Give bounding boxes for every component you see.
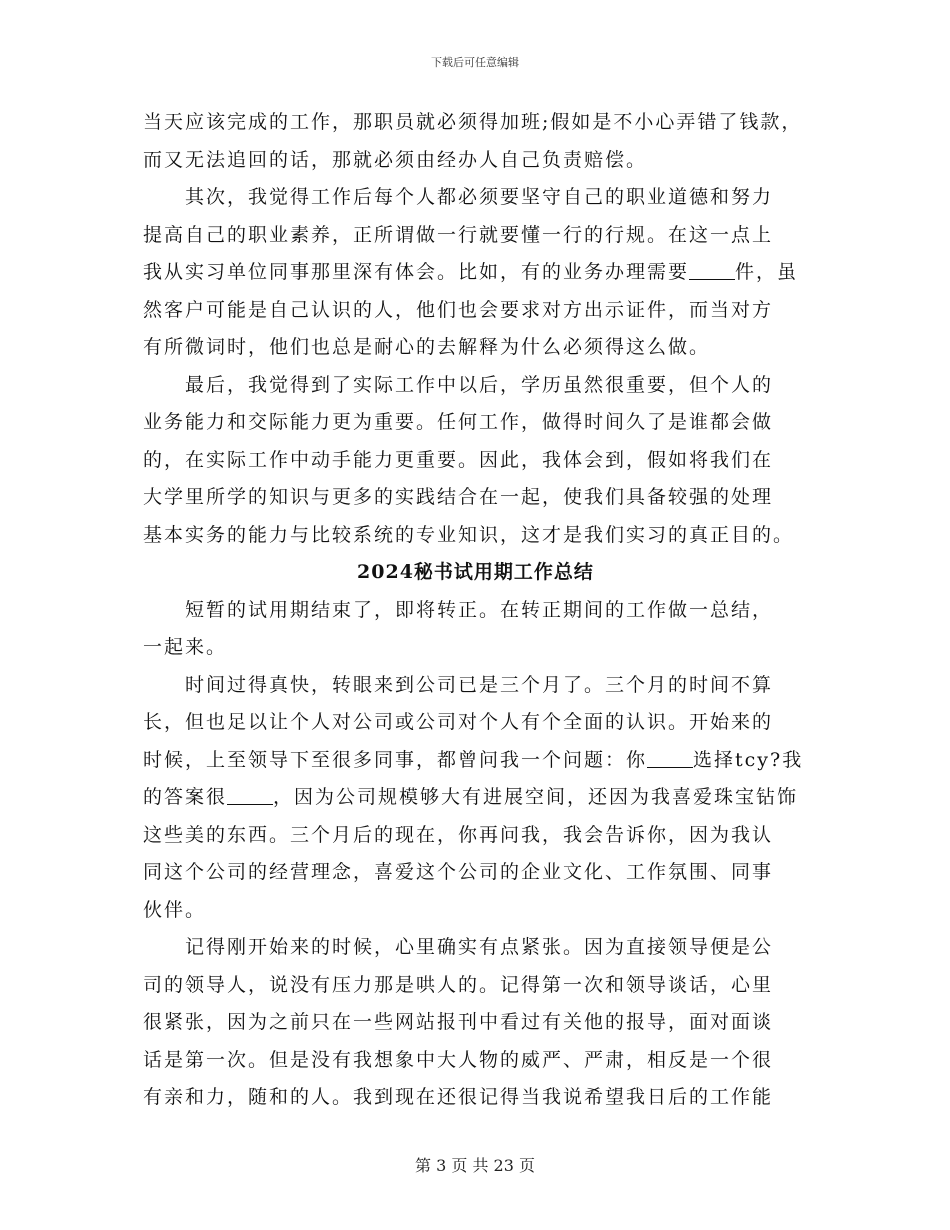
text-segment: 选择tcy?我 — [693, 748, 804, 771]
body-line: 提高自己的职业素养，正所谓做一行就要懂一行的行规。在这一点上 — [143, 223, 774, 246]
text-segment: 件，虽 — [735, 261, 799, 283]
body-line-with-blank — [143, 742, 808, 780]
body-line: 一起来。 — [143, 636, 228, 658]
body-line: 有亲和力，随和的人。我到现在还很记得当我说希望我日后的工作能 — [143, 1086, 774, 1108]
body-line: 业务能力和交际能力更为重要。任何工作，做得时间久了是谁都会做 — [143, 411, 774, 433]
body-line-with-blank — [143, 254, 808, 292]
text-segment: 时候，上至领导下至很多同事，都曾问我一个问题：你 — [143, 748, 648, 771]
text-segment: ，因为公司规模够大有进展空间，还因为我喜爱珠宝钻饰 — [273, 786, 799, 808]
body-line: 司的领导人，说没有压力那是哄人的。记得第一次和领导谈话，心里 — [143, 973, 774, 996]
body-line: 这些美的东西。三个月后的现在，你再问我，我会告诉你，因为我认 — [143, 823, 774, 846]
text-segment: 的答案很 — [143, 786, 228, 808]
body-line: 基本实务的能力与比较系统的专业知识，这才是我们实习的真正目的。 — [143, 523, 795, 546]
body-line: 有所微词时，他们也总是耐心的去解释为什么必须得这么做。 — [143, 336, 711, 358]
section-title: 2024秘书试用期工作总结 — [357, 561, 594, 583]
body-line: 的，在实际工作中动手能力更重要。因此，我体会到，假如将我们在 — [143, 448, 774, 471]
text-segment: 我从实习单位同事那里深有体会。比如，有的业务办理需要 — [143, 261, 690, 283]
body-line: 大学里所学的知识与更多的实践结合在一起，使我们具备较强的处理 — [143, 486, 774, 508]
body-line: 话是第一次。但是没有我想象中大人物的威严、严肃，相反是一个很 — [143, 1048, 774, 1071]
body-line: 然客户可能是自己认识的人，他们也会要求对方出示证件，而当对方 — [143, 298, 774, 321]
body-line: 长，但也足以让个人对公司或公司对个人有个全面的认识。开始来的 — [143, 711, 774, 733]
header-note: 下载后可任意编辑 — [431, 56, 519, 69]
body-line-with-blank — [143, 779, 808, 817]
body-line: 而又无法追回的话，那就必须由经办人自己负责赔偿。 — [143, 148, 648, 171]
document-body — [143, 104, 808, 1117]
paragraph-start-line: 最后，我觉得到了实际工作中以后，学历虽然很重要，但个人的 — [185, 373, 774, 396]
fill-in-blank — [647, 751, 693, 768]
body-line: 当天应该完成的工作，那职员就必须得加班;假如是不小心弄错了钱款， — [143, 111, 803, 133]
body-line: 同这个公司的经营理念，喜爱这个公司的企业文化、工作氛围、同事 — [143, 861, 774, 883]
paragraph-start-line: 时间过得真快，转眼来到公司已是三个月了。三个月的时间不算 — [185, 673, 774, 696]
page-number: 第 3 页 共 23 页 — [415, 1156, 535, 1175]
fill-in-blank — [227, 788, 273, 805]
body-line: 伙伴。 — [143, 898, 207, 921]
paragraph-start-line: 短暂的试用期结束了，即将转正。在转正期间的工作做一总结， — [185, 598, 774, 621]
body-line: 很紧张，因为之前只在一些网站报刊中看过有关他的报导，面对面谈 — [143, 1011, 774, 1033]
fill-in-blank — [689, 263, 735, 280]
paragraph-start-line: 记得刚开始来的时候，心里确实有点紧张。因为直接领导便是公 — [185, 936, 774, 958]
paragraph-start-line: 其次，我觉得工作后每个人都必须要坚守自己的职业道德和努力 — [185, 186, 774, 208]
